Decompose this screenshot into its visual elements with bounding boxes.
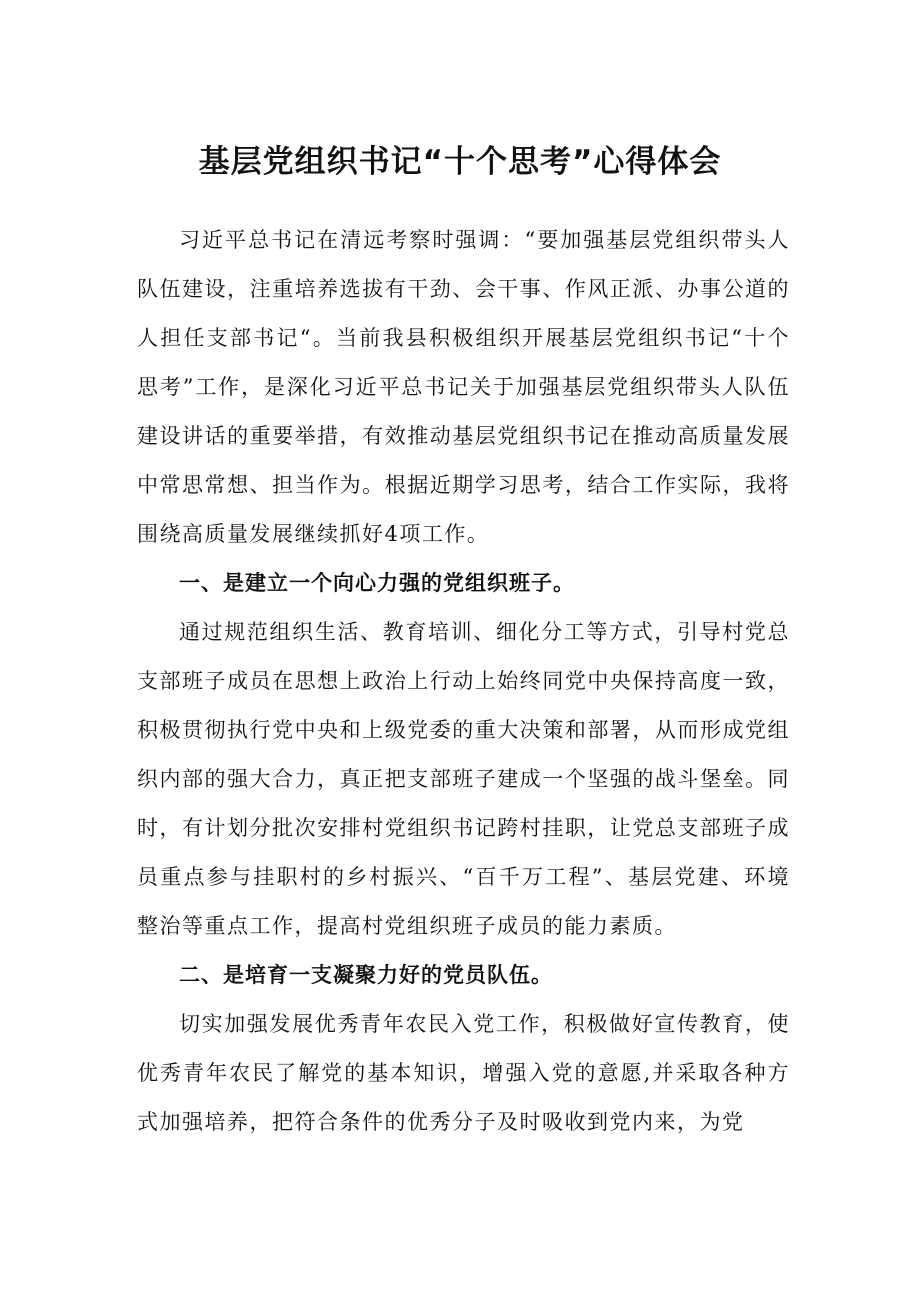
document-title: 基层党组织书记“十个思考”心得体会 (198, 144, 722, 180)
intro-paragraph: 习近平总书记在清远考察时强调：“要加强基层党组织带头人队伍建设，注重培养选拔有干劲、会干事、作风正派、办事公道的人担任支部书记“。当前我县积极组织开展基层党组织书记“十个思考”工作，是深化习近平总书记关于加强基层党组织带头人队伍建设讲话的重要举措，有效推动基层党组织书记在推动高质量发展中常思常想、担当作为。根据近期学习思考，结合工作实际，我将围绕高质量发展继续抓好4项工作。 (137, 228, 790, 546)
section-heading-2: 二、是培育一支凝聚力好的党员队伍。 (179, 963, 553, 987)
document-body (137, 216, 790, 1147)
section-2-paragraph: 切实加强发展优秀青年农民入党工作，积极做好宣传教育，使优秀青年农民了解党的基本知识，增强入党的意愿,并采取各种方式加强培养，把符合条件的优秀分子及时吸收到党内来，为党 (137, 1012, 790, 1134)
section-1-paragraph: 通过规范组织生活、教育培训、细化分工等方式，引导村党总支部班子成员在思想上政治上行动上始终同党中央保持高度一致，积极贯彻执行党中央和上级党委的重大决策和部署，从而形成党组织内部的强大合力，真正把支部班子建成一个坚强的战斗堡垒。同时，有计划分批次安排村党组织书记跨村挂职，让党总支部班子成员重点参与挂职村的乡村振兴、“百千万工程”、基层党建、环境整治等重点工作，提高村党组织班子成员的能力素质。 (137, 620, 790, 938)
section-heading-1: 一、是建立一个向心力强的党组织班子。 (179, 571, 575, 595)
